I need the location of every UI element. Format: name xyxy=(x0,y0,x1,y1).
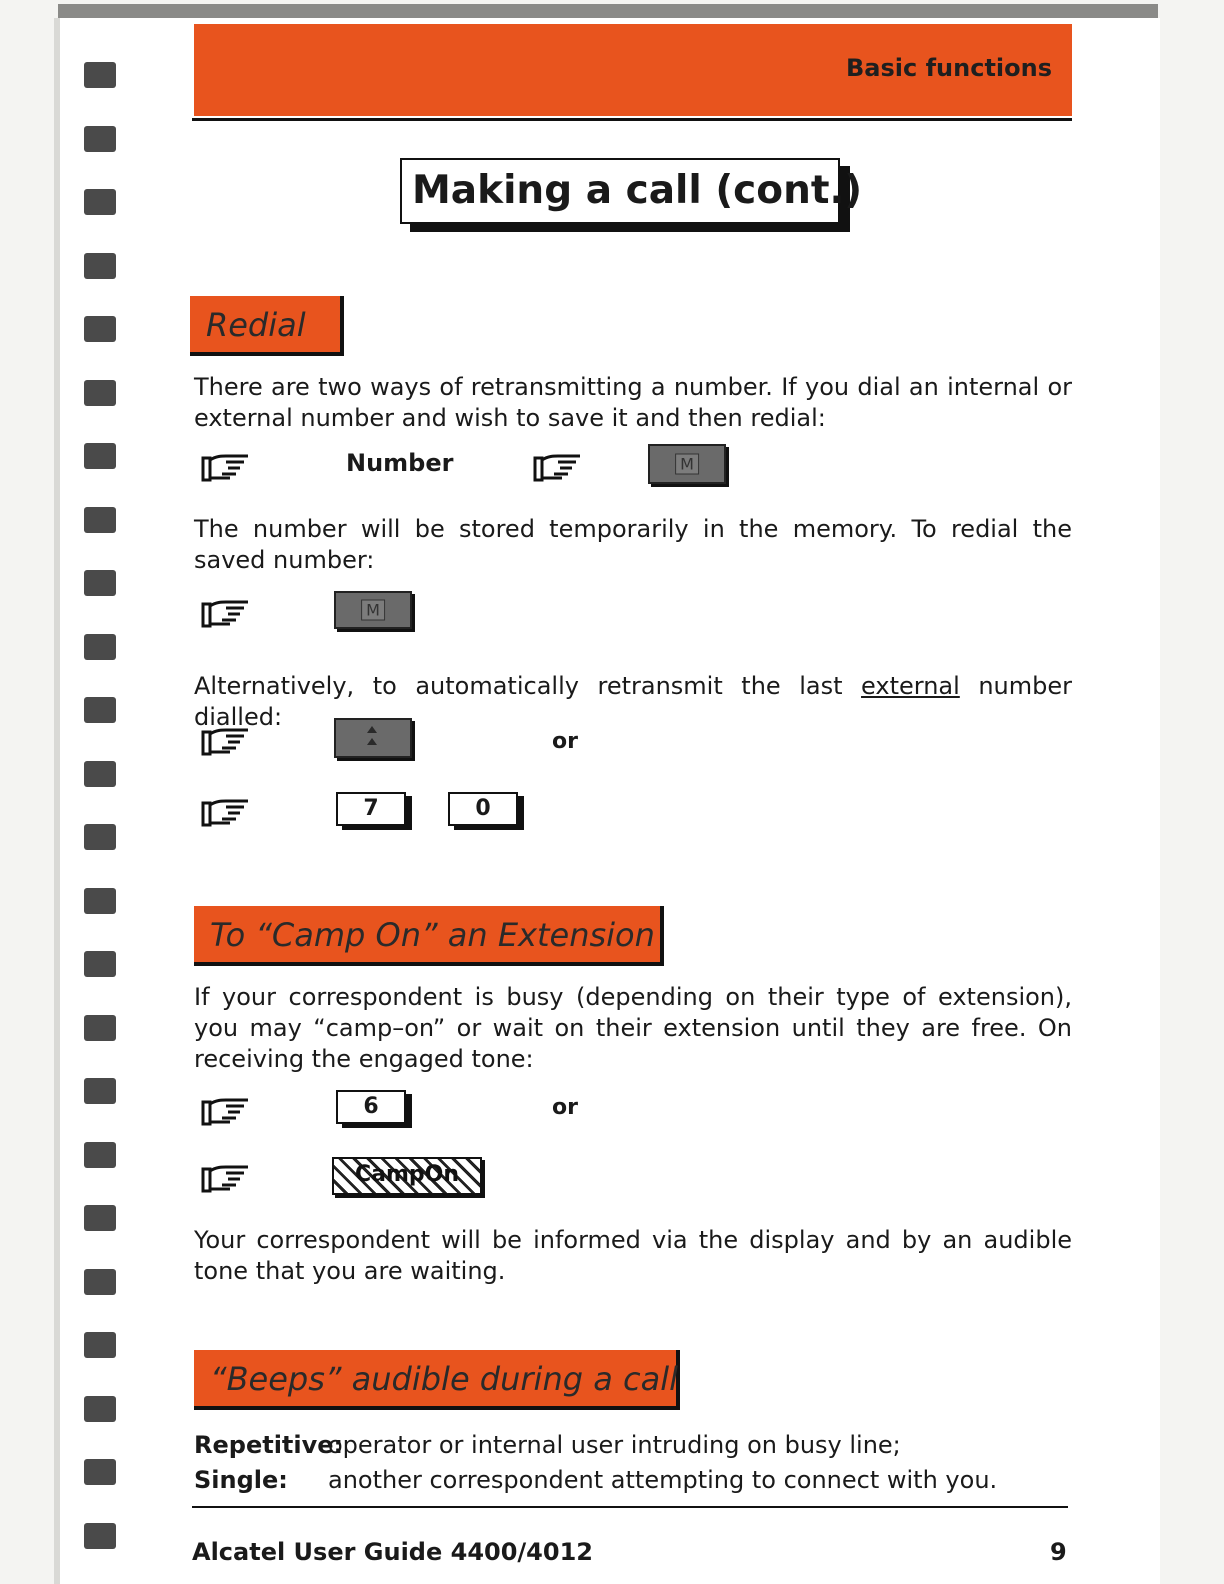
redial-key[interactable] xyxy=(334,718,412,758)
alt-text-underlined: external xyxy=(861,672,960,700)
number-label: Number xyxy=(346,449,454,477)
spiral-ring xyxy=(84,253,116,279)
spiral-ring xyxy=(84,1523,116,1549)
spiral-ring xyxy=(84,126,116,152)
campon-softkey-label: CampOn xyxy=(354,1162,460,1187)
beep-term: Single: xyxy=(194,1466,288,1494)
header-section-label: Basic functions xyxy=(846,54,1052,82)
or-label: or xyxy=(552,729,578,754)
beep-definition xyxy=(194,1463,997,1497)
or-label: or xyxy=(552,1095,578,1120)
header-band xyxy=(194,24,1072,116)
spiral-ring xyxy=(84,1332,116,1358)
spiral-ring xyxy=(84,443,116,469)
redial-arrow-icon xyxy=(364,724,380,750)
page-title-box xyxy=(400,158,863,224)
digit-key-0[interactable] xyxy=(448,792,518,826)
spiral-ring xyxy=(84,189,116,215)
spiral-ring xyxy=(84,1396,116,1422)
section-heading-text: “Beeps” audible during a call xyxy=(210,1360,678,1398)
header-rule xyxy=(192,118,1072,121)
alt-text-start: Alternatively, to automatically retransmit the last xyxy=(194,672,862,700)
section-heading-beeps xyxy=(194,1350,680,1410)
spiral-ring xyxy=(84,1205,116,1231)
camp-on-outro: Your correspondent will be informed via the display and by an audible tone that you are waiting. xyxy=(194,1226,1072,1285)
pointing-hand-icon xyxy=(200,1161,250,1193)
footer-rule xyxy=(192,1506,1068,1508)
spiral-ring xyxy=(84,634,116,660)
digit-key-7[interactable] xyxy=(336,792,406,826)
footer-guide-title: Alcatel User Guide 4400/4012 xyxy=(192,1538,593,1566)
spiral-ring xyxy=(84,62,116,88)
spiral-ring xyxy=(84,1142,116,1168)
section-heading-redial xyxy=(190,296,344,356)
redial-intro: There are two ways of retransmitting a number. If you dial an internal or external number and wish to save it and then redial: xyxy=(194,373,1072,432)
spiral-ring xyxy=(84,1269,116,1295)
spiral-ring xyxy=(84,697,116,723)
pointing-hand-icon xyxy=(200,450,250,482)
page-title: Making a call (cont.) xyxy=(412,168,863,213)
beep-term: Repetitive: xyxy=(194,1431,344,1459)
campon-softkey[interactable] xyxy=(332,1157,482,1195)
section-heading-text: Redial xyxy=(206,306,306,344)
spiral-ring xyxy=(84,888,116,914)
spiral-ring xyxy=(84,507,116,533)
digit-key-label: 0 xyxy=(475,796,491,821)
redial-stored-text: The number will be stored temporarily in the memory. To redial the saved number: xyxy=(194,515,1072,574)
redial-alt-text xyxy=(194,671,1072,733)
section-heading-camp-on xyxy=(194,906,664,966)
beep-description: another correspondent attempting to connect with you. xyxy=(328,1466,998,1494)
digit-key-label: 6 xyxy=(363,1094,379,1119)
spiral-ring xyxy=(84,824,116,850)
spiral-ring xyxy=(84,570,116,596)
section-heading-text: To “Camp On” an Extension xyxy=(210,916,655,954)
pointing-hand-icon xyxy=(200,596,250,628)
memory-key-label: M xyxy=(361,600,385,621)
memory-key-label: M xyxy=(675,454,699,475)
spiral-ring xyxy=(84,1459,116,1485)
pointing-hand-icon xyxy=(200,724,250,756)
spiral-ring xyxy=(84,1015,116,1041)
spiral-ring xyxy=(84,1078,116,1104)
pointing-hand-icon xyxy=(532,450,582,482)
alt-text-end: number dialled: xyxy=(194,672,1072,731)
spiral-ring xyxy=(84,761,116,787)
pointing-hand-icon xyxy=(200,1094,250,1126)
memory-key[interactable] xyxy=(334,591,412,629)
digit-key-6[interactable] xyxy=(336,1090,406,1124)
pointing-hand-icon xyxy=(200,795,250,827)
spiral-ring xyxy=(84,951,116,977)
camp-on-intro: If your correspondent is busy (depending on their type of extension), you may “camp–on” or wait on their extension until they are free. On receiving the engaged tone: xyxy=(194,983,1072,1073)
page-number: 9 xyxy=(1050,1538,1067,1566)
spiral-ring xyxy=(84,380,116,406)
beep-description: operator or internal user intruding on busy line; xyxy=(328,1431,901,1459)
digit-key-label: 7 xyxy=(363,796,379,821)
spiral-ring xyxy=(84,316,116,342)
beep-definition xyxy=(194,1428,901,1462)
memory-key[interactable] xyxy=(648,444,726,484)
